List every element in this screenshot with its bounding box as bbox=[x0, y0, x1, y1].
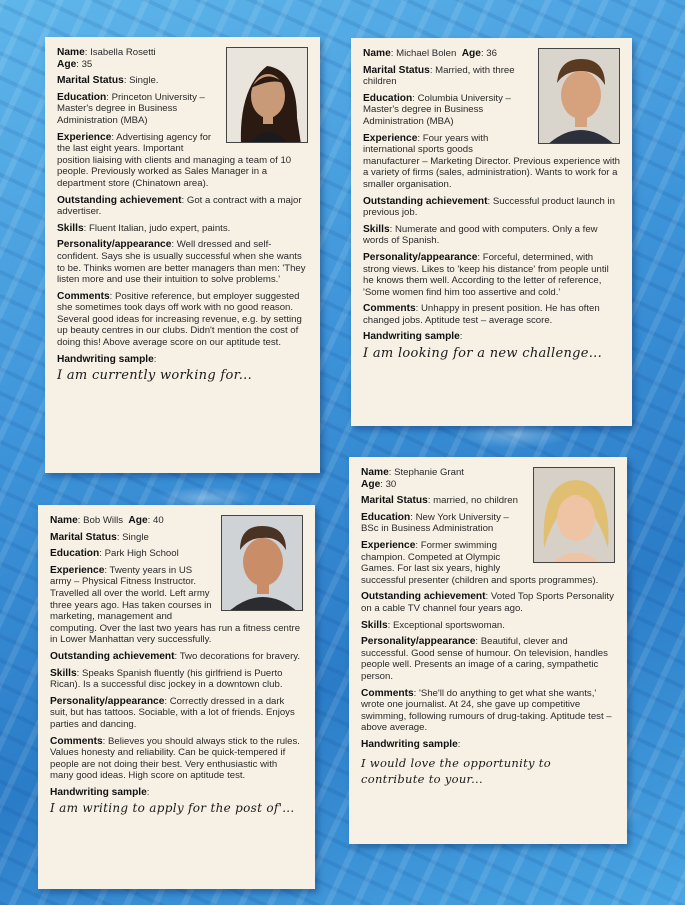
experience-label: Experience bbox=[363, 132, 418, 144]
name-value: : Bob Wills bbox=[77, 515, 124, 526]
comments-label: Comments bbox=[50, 735, 103, 747]
marital-value: : Single bbox=[116, 531, 149, 543]
skills-label: Skills bbox=[50, 667, 77, 679]
marital-value: : married, no children bbox=[427, 495, 518, 507]
handwriting-sample: I am currently working for... bbox=[57, 368, 253, 384]
marital-label: Marital Status bbox=[50, 531, 117, 543]
personality-label: Personality/appearance bbox=[50, 695, 165, 707]
experience-value: : Four years with international sports goods manufacturer – Marketing Director. Previous experience with a variety of firms (sales, administration). Wants to work for a smaller organisation. bbox=[363, 132, 621, 190]
education-label: Education bbox=[57, 91, 107, 103]
age-label: Age bbox=[461, 48, 481, 59]
isabella-photo bbox=[226, 47, 308, 143]
handwriting-label: Handwriting sample bbox=[50, 786, 147, 798]
personality-label: Personality/appearance bbox=[57, 239, 172, 251]
age-label: Age bbox=[361, 478, 381, 490]
marital-value: : Single. bbox=[123, 75, 159, 87]
education-value: : Princeton University – Master's degree in Business Administration (MBA) bbox=[57, 91, 205, 126]
name-label: Name bbox=[50, 515, 78, 526]
profile-card-isabella bbox=[45, 37, 320, 473]
personality-label: Personality/appearance bbox=[363, 251, 478, 263]
handwriting-colon: : bbox=[146, 786, 150, 798]
marital-label: Marital Status bbox=[363, 64, 430, 76]
name-value: : Isabella Rosetti bbox=[84, 47, 156, 58]
handwriting-label: Handwriting sample bbox=[57, 353, 154, 365]
marital-label: Marital Status bbox=[361, 495, 428, 507]
name-label: Name bbox=[363, 48, 391, 59]
comments-value: : Believes you should always stick to the rules. Values honesty and reliability. Can be quick-tempered if people are not doing their best. Very enthusiastic with many good ideas. High score on aptitude test. bbox=[50, 735, 300, 782]
education-label: Education bbox=[50, 548, 100, 560]
experience-value: : Twenty years in US army – Physical Fitness Instructor. Travelled all over the world. Left army three years ago. Has taken courses in marketing, management and computing. Over the last two years has run a fitness centre in Lower Manhattan very successfully. bbox=[50, 564, 301, 646]
achievement-label: Outstanding achievement bbox=[363, 195, 488, 207]
profile-card-bob bbox=[38, 505, 315, 889]
education-label: Education bbox=[361, 511, 411, 523]
comments-value: : Unhappy in present position. He has often changed jobs. Aptitude test – average score. bbox=[363, 303, 600, 326]
skills-value: : Speaks Spanish fluently (his girlfriend is Puerto Rican). Is a successful disc jockey in a downtown club. bbox=[50, 667, 283, 691]
skills-value: : Exceptional sportswoman. bbox=[387, 619, 505, 631]
achievement-value: : Two decorations for bravery. bbox=[174, 650, 301, 662]
personality-value: : Well dressed and self-confident. Says she is usually successful when she wants to be. Thinks women are better managers than men: 'They listen more and use their intuition to solve problems.' bbox=[57, 239, 306, 286]
skills-value: : Numerate and good with computers. Only a few words of Spanish. bbox=[363, 223, 598, 247]
experience-label: Experience bbox=[57, 131, 112, 143]
marital-label: Marital Status bbox=[57, 75, 124, 87]
achievement-value: : Voted Top Sports Personality on a cable TV channel four years ago. bbox=[361, 591, 614, 614]
comments-label: Comments bbox=[57, 290, 110, 302]
age-label: Age bbox=[128, 515, 148, 526]
comments-label: Comments bbox=[361, 687, 414, 699]
profile-card-michael bbox=[351, 38, 632, 426]
name-label: Name bbox=[361, 467, 389, 478]
handwriting-colon: : bbox=[459, 331, 463, 343]
age-label: Age bbox=[57, 58, 77, 70]
comments-value: : 'She'll do anything to get what she wants,' wrote one journalist. At 24, she gave up competitive swimming, following rumours of drug-taking. Aptitude test – above average. bbox=[361, 687, 612, 734]
michael-photo bbox=[538, 48, 620, 144]
personality-value: : Correctly dressed in a dark suit, but has tattoos. Sociable, with a lot of friends. Enjoys parties and dancing. bbox=[50, 695, 295, 730]
marital-value: : Married, with three children bbox=[363, 64, 515, 88]
profile-card-stephanie bbox=[349, 457, 627, 844]
handwriting-label: Handwriting sample bbox=[363, 331, 460, 343]
handwriting-sample: I would love the opportunity to contribute to your... bbox=[361, 756, 551, 787]
achievement-label: Outstanding achievement bbox=[50, 650, 175, 662]
skills-label: Skills bbox=[361, 619, 388, 631]
handwriting-label: Handwriting sample bbox=[361, 738, 458, 750]
bob-photo bbox=[221, 515, 303, 611]
experience-label: Experience bbox=[361, 539, 416, 551]
achievement-label: Outstanding achievement bbox=[361, 591, 486, 603]
name-value: : Michael Bolen bbox=[390, 48, 457, 59]
comments-value: : Positive reference, but employer suggested she sometimes took days off work with no good reason. Several good ideas for increasing revenue, e.g. by setting up beauty centres in our clubs. Didn't mention the cost of doing this! Above average score on our aptitude test. bbox=[57, 290, 302, 349]
age-value: : 40 bbox=[147, 515, 164, 526]
name-label: Name bbox=[57, 47, 85, 58]
education-label: Education bbox=[363, 92, 413, 104]
achievement-label: Outstanding achievement bbox=[57, 194, 182, 206]
age-value: : 35 bbox=[76, 58, 93, 70]
education-value: : New York University – BSc in Business Administration bbox=[361, 511, 509, 535]
achievement-value: : Successful product launch in previous job. bbox=[363, 195, 616, 219]
handwriting-sample: I am looking for a new challenge... bbox=[363, 346, 603, 362]
experience-value: : Former swimming champion. Competed at Olympic Games. For last six years, highly successful presenter (children and sports programmes). bbox=[361, 539, 599, 586]
stephanie-photo bbox=[533, 467, 615, 563]
handwriting-sample: I am writing to apply for the post of'... bbox=[50, 801, 295, 816]
personality-label: Personality/appearance bbox=[361, 636, 476, 648]
achievement-value: : Got a contract with a major advertiser. bbox=[57, 194, 302, 218]
education-value: : Columbia University – Master's degree in Business Administration (MBA) bbox=[363, 92, 511, 127]
experience-label: Experience bbox=[50, 564, 105, 576]
skills-label: Skills bbox=[57, 222, 84, 234]
age-value: : 36 bbox=[480, 48, 497, 59]
handwriting-colon: : bbox=[457, 738, 461, 750]
education-value: : Park High School bbox=[99, 548, 179, 560]
skills-value: : Fluent Italian, judo expert, paints. bbox=[83, 222, 231, 234]
personality-value: : Forceful, determined, with strong views. Likes to 'keep his distance' from people until he knows them well. According to the letter of reference, 'Some women find him too assertive and cold.' bbox=[363, 251, 609, 298]
handwriting-colon: : bbox=[153, 353, 157, 365]
name-value: : Stephanie Grant bbox=[388, 467, 464, 478]
age-value: : 30 bbox=[380, 478, 397, 490]
personality-value: : Beautiful, clever and successful. Good sense of humour. On television, handles people well. Presents an image of a caring, sympathetic person. bbox=[361, 636, 608, 682]
skills-label: Skills bbox=[363, 223, 390, 235]
comments-label: Comments bbox=[363, 303, 416, 315]
experience-value: : Advertising agency for the last eight years. Important position liaising with clients and managing a team of 10 people. Previously worked as Sales Manager in a department store (Chinatown area). bbox=[57, 131, 292, 189]
